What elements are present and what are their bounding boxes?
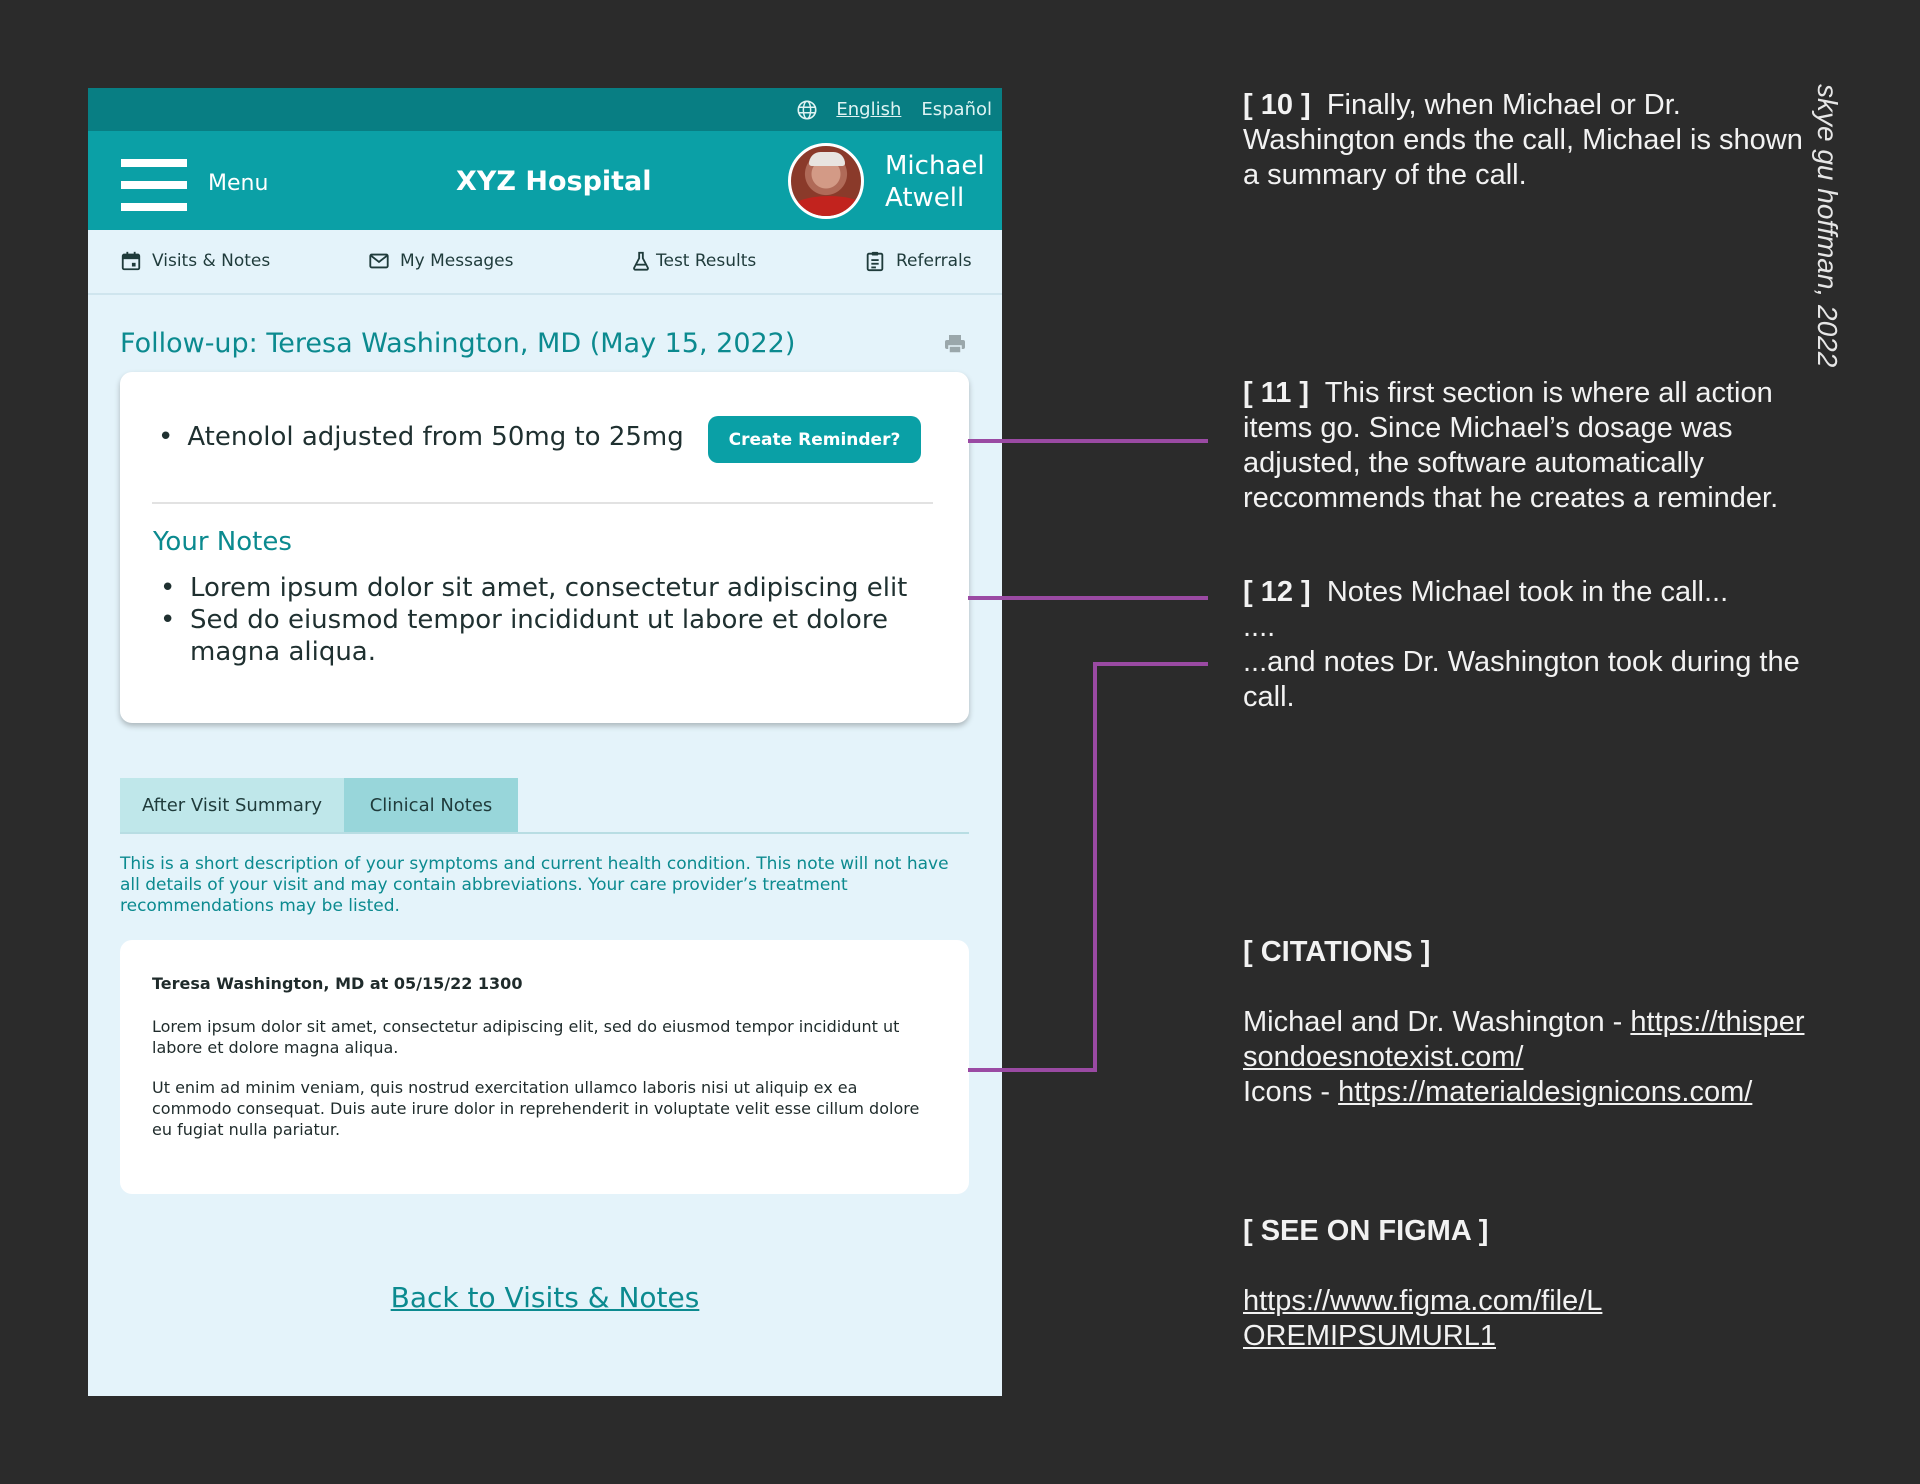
connector-line-12b-bottom xyxy=(968,1068,1097,1072)
card-divider xyxy=(152,502,933,504)
user-first-name: Michael xyxy=(885,151,985,181)
note-item: • Sed do eiusmod tempor incididunt ut labore et dolore magna aliqua. xyxy=(158,604,938,668)
back-to-visits-link[interactable]: Back to Visits & Notes xyxy=(390,1281,700,1314)
hospital-brand: XYZ Hospital xyxy=(456,166,652,197)
annotation-12-text-2: ...and notes Dr. Washington took during the call. xyxy=(1243,646,1800,713)
clinical-note-heading: Teresa Washington, MD at 05/15/22 1300 xyxy=(152,974,523,993)
calendar-icon xyxy=(120,250,142,272)
app-screen xyxy=(88,88,1002,1396)
connector-line-12b-vertical xyxy=(1093,662,1097,1072)
nav-visits-notes[interactable] xyxy=(120,250,270,272)
clinical-note-paragraph: Lorem ipsum dolor sit amet, consectetur adipiscing elit, sed do eiusmod tempor incididunt ut labore et dolore magna aliqua. xyxy=(152,1017,900,1057)
citation-1-label: Michael and Dr. Washington - xyxy=(1243,1006,1631,1038)
annotation-10-tag: [ 10 ] xyxy=(1243,89,1311,121)
nav-visits-notes-label: Visits & Notes xyxy=(152,251,271,271)
figma-link[interactable]: https://www.figma.com/file/LOREMIPSUMURL1 xyxy=(1243,1285,1603,1352)
annotation-12-ellipsis: .... xyxy=(1243,611,1276,643)
nav-referrals-label: Referrals xyxy=(896,251,972,271)
figma-heading: [ SEE ON FIGMA ] xyxy=(1243,1215,1489,1247)
summary-tabs xyxy=(120,778,969,834)
app-header xyxy=(88,131,1002,230)
your-notes-list xyxy=(158,572,938,668)
your-notes-heading: Your Notes xyxy=(153,527,292,557)
action-item-text: Atenolol adjusted from 50mg to 25mg xyxy=(187,422,684,452)
annotation-12 xyxy=(1243,575,1813,715)
user-avatar[interactable] xyxy=(788,143,864,219)
globe-icon xyxy=(796,99,818,121)
clinical-note-card xyxy=(120,940,969,1194)
tab-after-visit-summary[interactable]: After Visit Summary xyxy=(120,778,344,832)
action-item xyxy=(158,422,684,452)
clinical-notes-description: This is a short description of your symptoms and current health condition. This note will not have all details of your visit and may contain abbreviations. Your care provider’s treatment recommendations may be listed. xyxy=(120,854,949,916)
annotation-11-tag: [ 11 ] xyxy=(1243,377,1310,409)
citation-2-label: Icons - xyxy=(1243,1076,1339,1108)
clinical-note-paragraph: Ut enim ad minim veniam, quis nostrud exercitation ullamco laboris nisi ut aliquip ex ea commodo consequat. Duis aute irure dolor in reprehenderit in voluptate velit esse cillum dolore eu fugiat nulla pariatur. xyxy=(152,1078,920,1139)
printer-icon[interactable] xyxy=(943,332,967,356)
annotation-10-text: Finally, when Michael or Dr. Washington ends the call, Michael is shown a summary of the call. xyxy=(1243,89,1803,191)
action-items-card xyxy=(120,372,969,723)
nav-test-results-label: Test Results xyxy=(656,251,757,271)
nav-my-messages-label: My Messages xyxy=(400,251,514,271)
main-nav xyxy=(88,230,1002,295)
menu-label[interactable]: Menu xyxy=(208,171,269,196)
annotation-10 xyxy=(1243,88,1813,193)
connector-line-12 xyxy=(968,596,1208,600)
mail-icon xyxy=(368,250,390,272)
annotation-12-text: Notes Michael took in the call... xyxy=(1326,576,1729,608)
connector-line-12b-top xyxy=(1093,662,1208,666)
figma-section xyxy=(1243,1214,1623,1354)
citation-2-link[interactable]: https://materialdesignicons.com/ xyxy=(1338,1076,1753,1108)
language-espanol-link[interactable]: Español xyxy=(921,99,992,120)
annotation-11-text: This first section is where all action items go. Since Michael’s dosage was adjusted, the software automatically reccommends that he creates a reminder. xyxy=(1243,377,1779,514)
nav-test-results[interactable] xyxy=(630,250,756,272)
language-english-link[interactable]: English xyxy=(836,99,902,120)
tab-clinical-notes[interactable]: Clinical Notes xyxy=(344,778,518,832)
connector-line-11 xyxy=(968,439,1208,443)
bullet: • xyxy=(158,422,174,452)
flask-icon xyxy=(630,250,652,272)
clipboard-icon xyxy=(864,250,886,272)
annotation-12-tag: [ 12 ] xyxy=(1243,576,1311,608)
user-last-name: Atwell xyxy=(885,183,965,213)
citation-1-link[interactable]: https://thispersondoesnotexist.com/ xyxy=(1243,1006,1805,1073)
citations-section xyxy=(1243,935,1813,1110)
nav-my-messages[interactable] xyxy=(368,250,514,272)
note-item: • Lorem ipsum dolor sit amet, consectetur adipiscing elit xyxy=(158,572,938,604)
annotation-11 xyxy=(1243,376,1813,516)
user-name[interactable] xyxy=(885,150,995,214)
language-bar xyxy=(88,88,1002,131)
hamburger-menu-icon[interactable] xyxy=(121,159,187,211)
create-reminder-button[interactable]: Create Reminder? xyxy=(708,416,921,463)
page-title: Follow-up: Teresa Washington, MD (May 15, 2022) xyxy=(120,328,796,359)
designer-signature: skye gu hoffman, 2022 xyxy=(1812,84,1843,368)
nav-referrals[interactable] xyxy=(864,250,972,272)
citations-heading: [ CITATIONS ] xyxy=(1243,936,1431,968)
